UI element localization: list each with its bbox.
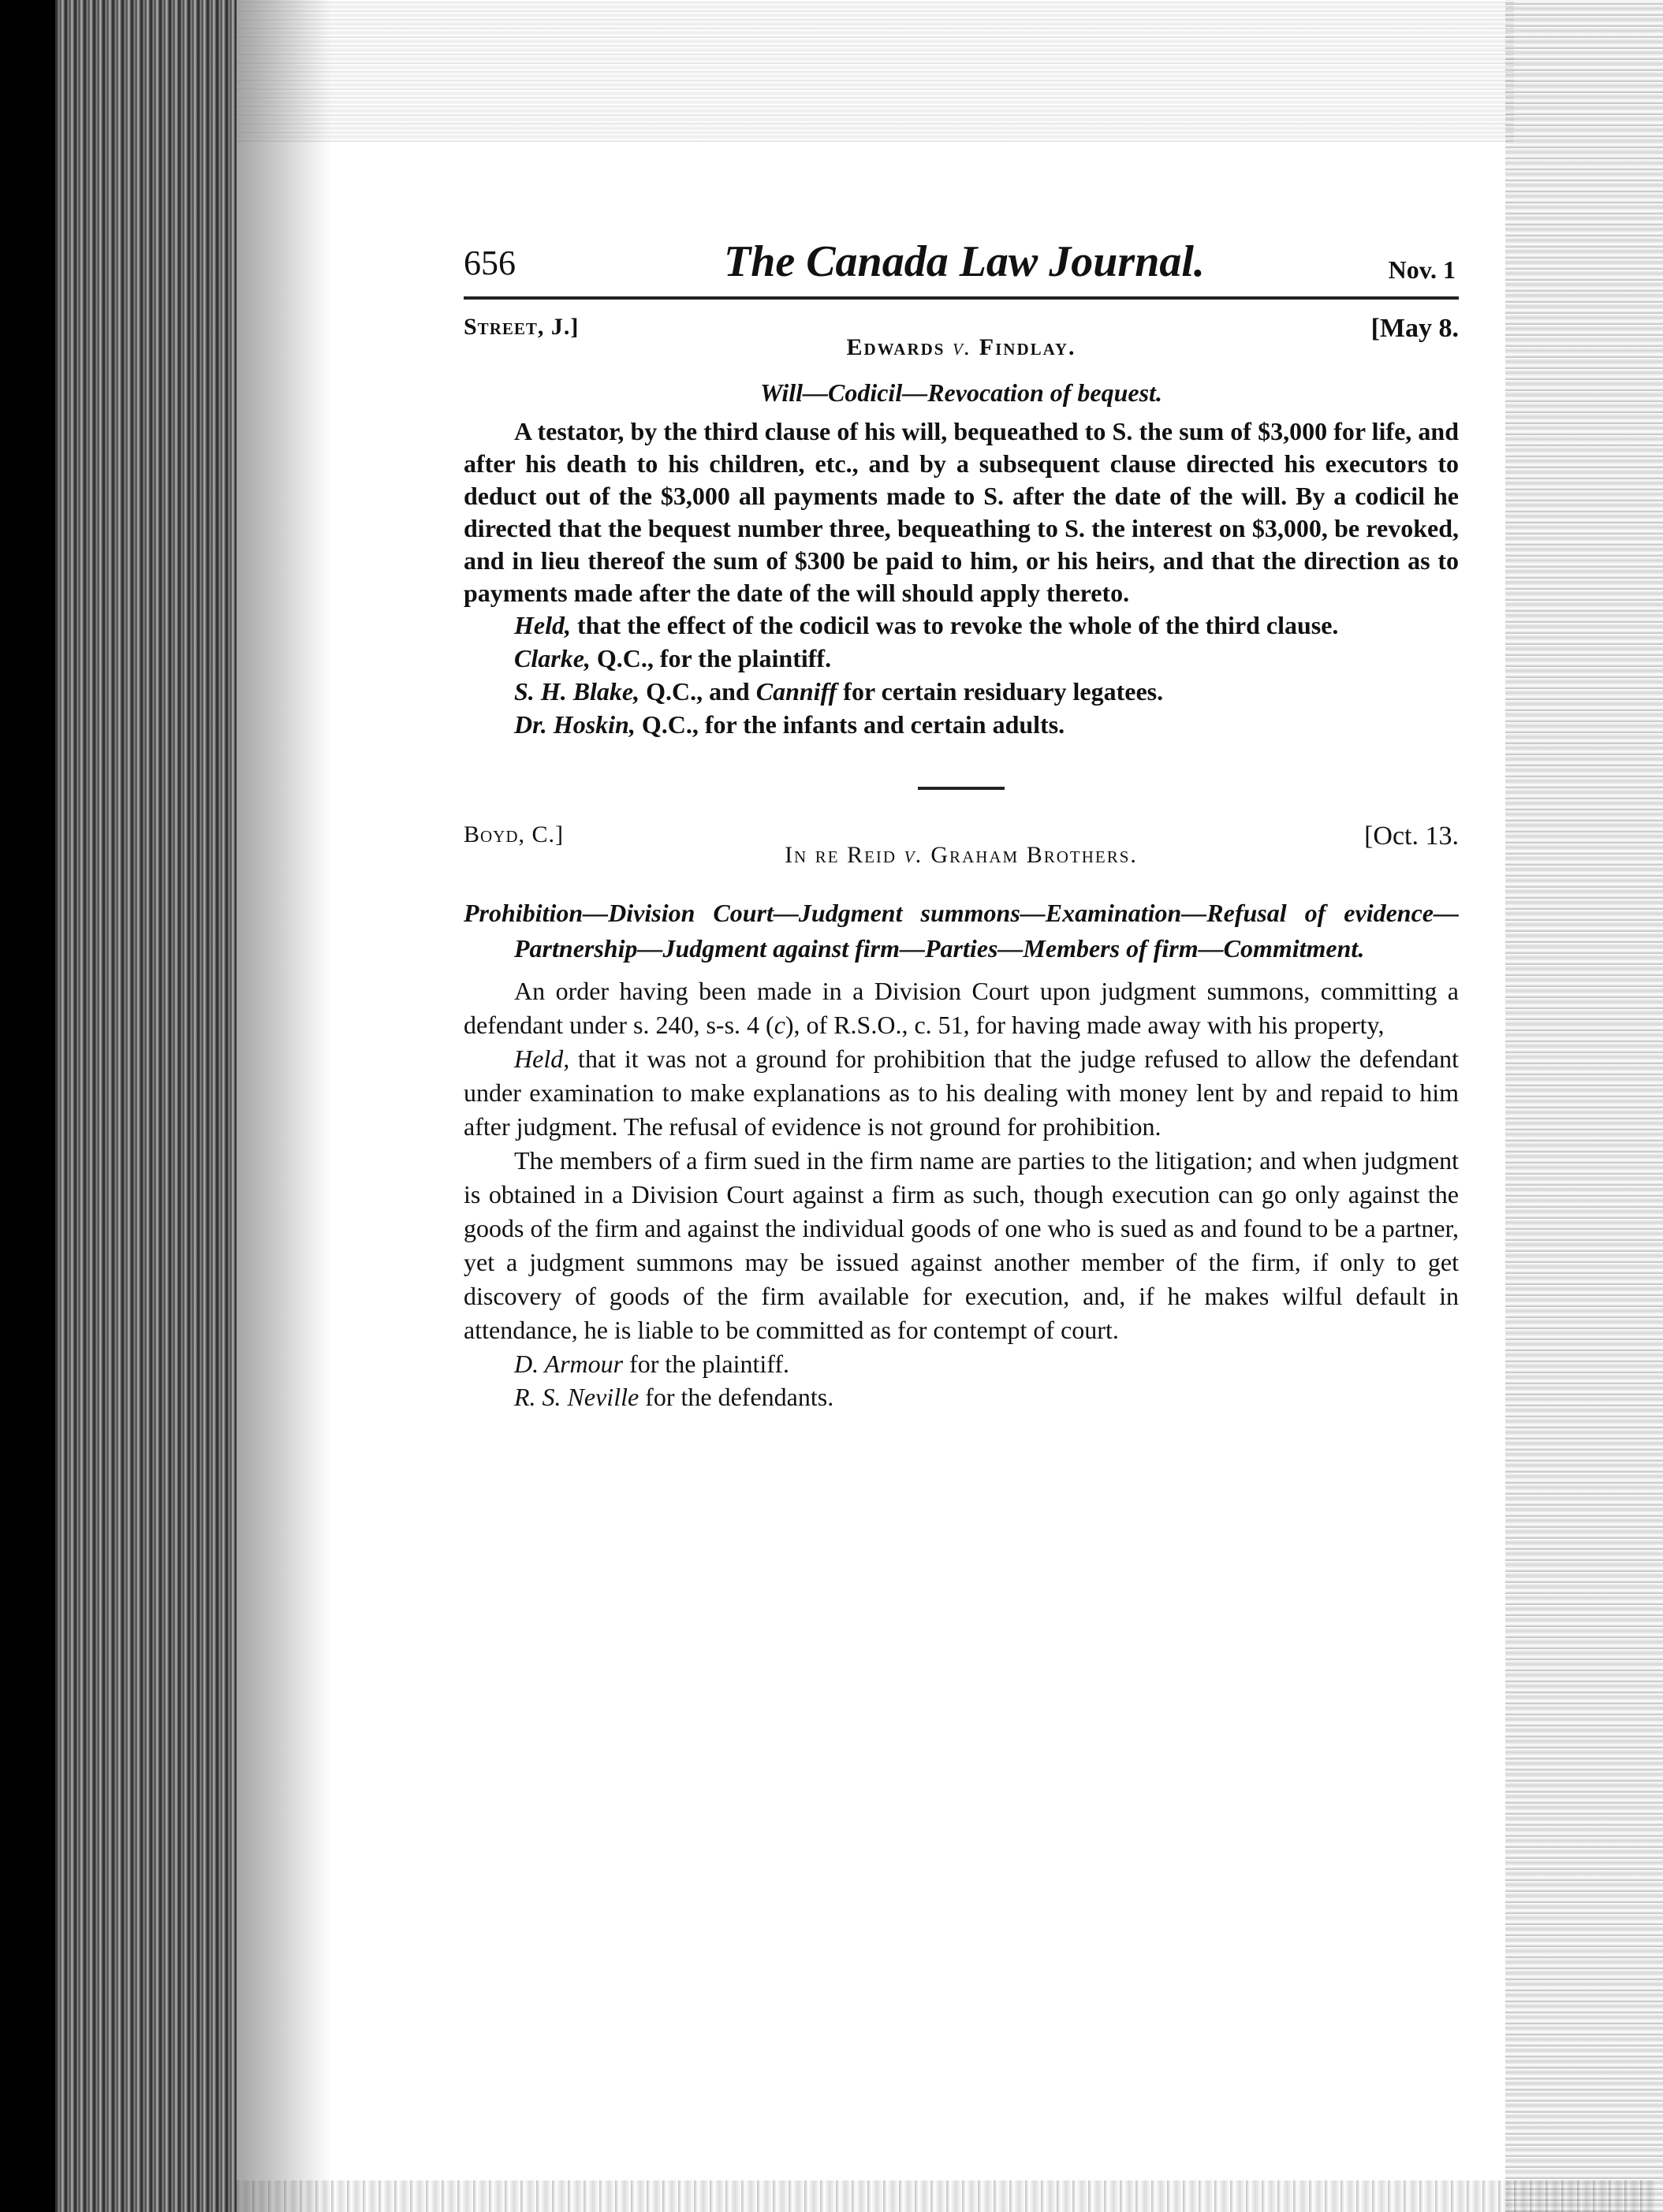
case-header-reid [464,807,1459,886]
journal-page [464,236,1459,1413]
counsel-name: Dr. Hoskin, [514,710,636,739]
running-head [464,236,1459,300]
counsel-text: for certain residuary legatees. [843,677,1164,706]
party-defendant: Graham Brothers. [930,842,1138,868]
counsel-text: Q.C., for the plaintiff. [596,644,832,672]
counsel-text: for the plaintiff. [629,1350,789,1378]
counsel-line [464,1380,1459,1413]
counsel-text: Q.C., for the infants and certain adults. [641,710,1065,739]
held-label: Held, [514,1045,570,1073]
held-text: that the effect of the codicil was to revoke the whole of the third clause. [576,611,1339,639]
scan-top-noise [237,0,1514,142]
counsel-name: R. S. Neville [514,1383,639,1411]
counsel-line [464,708,1459,741]
counsel-text: Q.C., and [646,677,750,706]
headnote-text: ), of R.S.O., c. 51, for having made away with his property, [785,1011,1385,1039]
headnote-paragraph: A testator, by the third clause of his will, bequeathed to S. the sum of $3,000 for life, and after his death to his children, etc., and by a subsequent clause directed his executors to deduct out of the $3,000 all payments made to S. after the date of the will. By a codicil he directed that the bequest number three, bequeathing to S. the interest on $3,000, be revoked, and in lieu thereof the sum of $300 be paid to him, or his heirs, and that the direction as to payments made after the date of the will should apply thereto. [464,417,1459,607]
issue-date: Nov. 1 [1388,255,1456,284]
case-judge: Boyd, C.] [464,821,565,847]
held-paragraph [464,1042,1459,1144]
versus-mark: v. [952,334,972,360]
section-divider [918,787,1005,790]
scan-shadow-fade [237,0,331,2212]
catchwords: Will—Codicil—Revocation of bequest. [760,378,1162,407]
case-date: [May 8. [1370,314,1459,343]
counsel-name: S. H. Blake, [514,677,640,706]
headnote-text: An order having been made in a Division Court upon judgment summons, committing a defendant under s. 240, s-s. 4 ( [464,977,1459,1039]
scan-left-edge [0,0,55,2212]
scan-right-noise [1505,0,1663,2212]
counsel-name: Clarke, [514,644,591,672]
party-plaintiff: Edwards [846,334,945,360]
held-text: that it was not a ground for prohibition that the judge refused to allow the defendant under examination to make explanations as to his dealing with money lent by and repaid to him after judgment. The refusal of evidence is not ground for prohibition. [464,1045,1460,1141]
case-date: [Oct. 13. [1364,821,1459,851]
case-title [464,842,1459,869]
party-plaintiff: Reid [847,842,897,868]
case-judge: Street, J.] [464,314,580,340]
held-paragraph [464,609,1459,642]
case-title-prefix: In re [785,842,840,868]
counsel-name: D. Armour [514,1350,624,1378]
catchwords: Prohibition—Division Court—Judgment summons—Examination—Refusal of evidence—Partnership—Judgment against firm—Parties—Members of firm—Commitment. [464,899,1459,963]
counsel-text: for the defendants. [645,1383,834,1411]
page-number: 656 [464,244,516,282]
headnote-paragraph [464,974,1459,1042]
party-defendant: Findlay. [979,334,1076,360]
held-label: Held, [514,611,571,639]
case-header-edwards [464,300,1459,378]
subsection-letter: c [774,1011,785,1039]
journal-title: The Canada Law Journal. [724,237,1205,286]
scan-bottom-noise [237,2180,1656,2212]
counsel-line [464,1347,1459,1380]
case-title [464,334,1459,361]
holding-paragraph: The members of a firm sued in the firm name are parties to the litigation; and when judgment is obtained in a Division Court against a firm as such, though execution can go only against the goods of the firm and against the individual goods of one who is sued as and found to be a partner, yet a judgment summons may be issued against another member of the firm, if only to get discovery of goods of the firm available for execution, and, if he makes wilful default in attendance, he is liable to be committed as for contempt of court. [464,1146,1459,1344]
counsel-name: Canniff [755,677,837,706]
counsel-line [464,675,1459,708]
scan-binding-shadow [55,0,237,2212]
versus-mark: v. [904,842,923,868]
counsel-line [464,642,1459,675]
